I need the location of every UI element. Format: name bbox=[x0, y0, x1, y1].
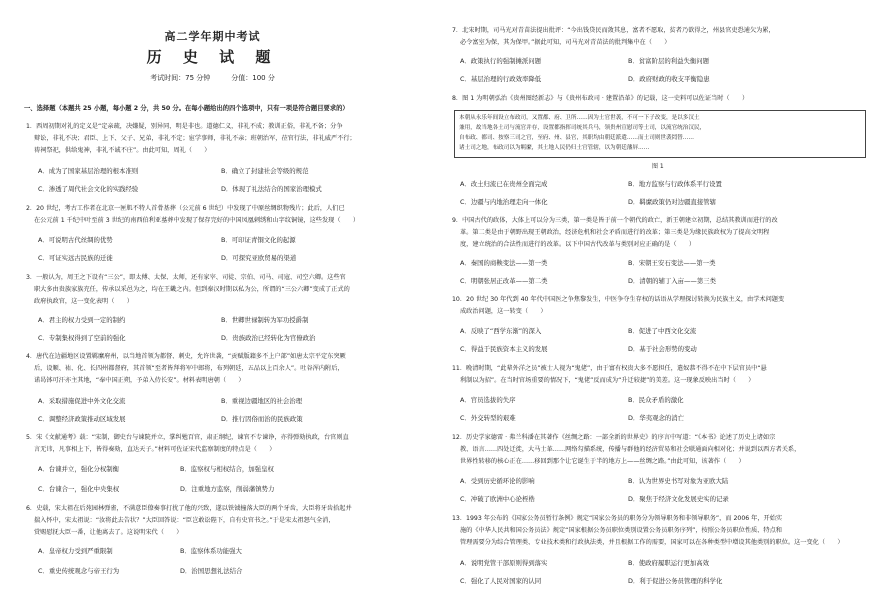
figure-line-4: 诸土司之地，布政司以为羁縻，其土地人民仍归土官管辖，以为朝廷藩屏…… bbox=[459, 145, 650, 151]
q10-option-b[interactable]: B．促进了中西文化交流 bbox=[628, 327, 697, 335]
q6-option-b[interactable]: B．监察体系功能强大 bbox=[180, 547, 242, 555]
q5-option-b[interactable]: B．监察权与相权结合，加强皇权 bbox=[180, 465, 274, 473]
q1-option-b[interactable]: B．确立了封建社会等级的规范 bbox=[221, 167, 309, 175]
q3-option-d[interactable]: D．贵族政治已经转化为官僚政治 bbox=[221, 334, 316, 342]
q7-option-d[interactable]: D．政府财政的收支平衡隐患 bbox=[628, 75, 710, 83]
q11-option-b[interactable]: B．民众矛盾的激化 bbox=[628, 396, 684, 404]
q2-option-b[interactable]: B．可印证青铜文化的起源 bbox=[221, 236, 296, 244]
question-10-line-1: 10．20 世纪 30 年代到 40 年代中国医之争焦黎发生，中医争夺生存权的话语从学理探讨转换为民族主义，由学术问题变 bbox=[452, 296, 785, 303]
q8-option-c[interactable]: C．边疆与内地治理走向一体化 bbox=[460, 198, 548, 206]
q10-option-a[interactable]: A．反映了“西学东渐”的深入 bbox=[460, 327, 542, 335]
q9-option-d[interactable]: D．清朝的辅丁入亩——第三类 bbox=[628, 277, 716, 285]
question-2-line-2: 在公元前 1 千纪中叶至前 3 世纪的南西伯利亚墓葬中发现了保存完好的中国凤凰刺绣和山字纹铜镜，这些发现（ ） bbox=[34, 217, 360, 224]
q6-option-c[interactable]: C．重史传统观念与帝王行为 bbox=[38, 567, 120, 575]
q12-option-b[interactable]: B．认为世界史书写对象为亚欧大陆 bbox=[628, 477, 729, 485]
figure-line-1: 本朝从永乐年间设立布政司，又置都、府、卫所……因为土官世袭，不可一下子改变，是以多汉土 bbox=[459, 115, 700, 121]
q12-option-d[interactable]: D．聚焦于经济文化发展史实的记录 bbox=[628, 495, 729, 503]
q5-option-d[interactable]: D．注重地方监察，削弱藩镇势力 bbox=[180, 485, 275, 493]
q11-option-c[interactable]: C．外交转型的艰难 bbox=[460, 414, 516, 422]
q11-option-a[interactable]: A．官员选拔的失序 bbox=[460, 396, 516, 404]
left-column bbox=[0, 0, 425, 616]
q4-option-b[interactable]: B．重视边疆地区的社会治理 bbox=[221, 397, 303, 405]
q9-option-a[interactable]: A．秦国的商鞅变法——第一类 bbox=[460, 259, 548, 267]
question-12-line-2: 教、语言……四处迁徙，大马士革……网络勾描系统，传播与群他的经济贸易和社会联通面向相对化；并说到以西方者关系， bbox=[460, 446, 801, 453]
question-4-line-1: 4．唐代在边疆地区设置羁縻府州，以当地首领为都督、刺史，允许世袭，“贡赋版籍多不上户部”如唐太宗平定东突厥 bbox=[26, 353, 346, 360]
question-9-line-3: 度，建立统治的合法性而进行的改革。以下中国古代改革与类别对应正确的是（ ） bbox=[460, 241, 696, 248]
question-11-line-2: 利制以为招”。在当时官场重要的情况下，“鬼佬”反而成为“升迁较捷”的美差。这一现象反映出当时（ ） bbox=[460, 377, 755, 384]
question-1-line-3: 祷祠祭祀，供给鬼神，非礼不诚不庄”。由此可知，周礼（ ） bbox=[34, 147, 211, 154]
question-12-line-3: 世界性转移的核心正在……移回到那个让它诞生于半的地方上——丝绸之路。”由此可知，该著作（ ） bbox=[460, 458, 745, 465]
question-3-line-3: 政府执政官，这一变化表明（ ） bbox=[34, 298, 133, 305]
question-7-line-2: 必令富室为保，其为保甲。”据此可知，司马光对青苗法的批判集中在（ ） bbox=[460, 39, 671, 46]
question-6-line-2: 揣入怀中，宋太祖说：“汝将此去告状？”大臣回答说：“臣岂敢讼陛下，自有史官书之。”于是宋太祖怒气全消， bbox=[34, 517, 335, 524]
q2-option-a[interactable]: A．可说明古代丝绸的优势 bbox=[38, 236, 113, 244]
right-column bbox=[440, 0, 865, 616]
q12-option-a[interactable]: A．受到历史循环论的影响 bbox=[460, 477, 535, 485]
figure-line-2: 兼用，故当地各土司与流官并存，设置都指挥司统其兵马，领贵州宣慰司等土司，以流官统治汉民， bbox=[459, 125, 706, 131]
question-9-line-1: 9．中国古代的政体，大体上可以分为三类，第一类是皆于前一个朝代的政亡，新王朝建立初期，总结其教训而进行的改 bbox=[452, 217, 778, 224]
q1-option-c[interactable]: C．渗透了周代社会文化的实践经验 bbox=[38, 185, 139, 193]
q1-option-d[interactable]: D．体现了礼法结合的国家治理模式 bbox=[221, 185, 322, 193]
figure-line-3: 自布政、都司、按察三司之官，至府、州、县官，其职均由朝廷派遣……而土司则世袭罔替…… bbox=[459, 135, 694, 141]
q8-option-d[interactable]: D．羁縻政策仍对边疆直接管辖 bbox=[628, 198, 716, 206]
question-6-line-1: 6．史载，宋太祖在后苑园林弹雀，不满意臣僚奏事打扰了他的兴致，遂以铁钺撞落大臣的两个牙齿，大臣将牙齿拾起并 bbox=[26, 505, 352, 512]
q5-option-c[interactable]: C．台谏合一，强化中央集权 bbox=[38, 485, 120, 493]
figure-1-box bbox=[454, 110, 866, 158]
exam-subject: 历 史 试 题 bbox=[146, 48, 279, 66]
question-11-line-1: 11．晚清时期，“此辈外洋之员”被士人视为“鬼佬”，由于富有权贵大多不愿担任，遣奴恭不得不在中下层官员中“悬 bbox=[452, 365, 767, 372]
question-5-line-2: 言无讳，凡事相上下，皆得奏劾，直达天子。”材料可佐证宋代监察制度的特点是（ ） bbox=[34, 446, 276, 453]
figure-1-caption: 图 1 bbox=[652, 163, 664, 170]
q4-option-d[interactable]: D．推行因俗而治的民族政策 bbox=[221, 415, 303, 423]
question-13-line-2: 施的《中华人民共和国公务员法》规定“国家根据公务员职位类别设置公务员职务序列”，按照公务员职位性质、特点和 bbox=[460, 527, 782, 534]
q6-option-d[interactable]: D．治国思想礼法结合 bbox=[180, 567, 243, 575]
q4-option-c[interactable]: C．调整经济政策推动区域发展 bbox=[38, 415, 126, 423]
q9-option-c[interactable]: C．明朝张居正改革——第二类 bbox=[460, 277, 548, 285]
question-7-line-1: 7．北宋时期，司马光对青苗法提出批评：“今出钱贷民而敛其息，富者不愿取，贫者乃欲得之，州县官吏恐逋欠为累， bbox=[452, 27, 775, 34]
question-1-line-1: 1．西周初期对礼的定义是“定亲疏，决嫌疑，别异同，明是非也。道德仁义，非礼不成；教训正俗，非礼不备；分争 bbox=[26, 123, 343, 130]
question-3-line-1: 3．一般认为，周王之下设有“三公”，即太傅、太保、太师，还有家宰、司徒、宗伯、司马、司寇、司空六卿。这些官 bbox=[26, 274, 346, 281]
q12-option-c[interactable]: C．冲破了欧洲中心论桎梏 bbox=[460, 495, 535, 503]
exam-title: 高二学年期中考试 bbox=[164, 30, 261, 43]
q4-option-a[interactable]: A．采取措施促进中外文化交流 bbox=[38, 397, 126, 405]
q7-option-b[interactable]: B．贫富阶层的利益失衡问题 bbox=[628, 57, 710, 65]
section-heading: 一、选择题（本题共 25 小题，每小题 2 分，共 50 分。在每小题给出的四个选项中，只有一项是符合题目要求的） bbox=[24, 105, 349, 112]
question-9-line-2: 革。第二类是由于朝野出现王朝政治，经济危机和社会矛盾而进行的改革；第三类是为缘民族政权为了提高文明程 bbox=[460, 229, 770, 236]
question-8-line-1: 8．图 1 为明朝弘治《贵州图经新志》与《贵州布政司 · 建置沿革》的记载，这一史料可以佐证当时（ ） bbox=[452, 95, 749, 102]
q7-option-a[interactable]: A．政策执行的强制摊派问题 bbox=[460, 57, 542, 65]
question-3-line-2: 职大多由贵族家族充任，传承以采邑为之，均在王畿之内。但到秦汉时期以私为公，所谓的“三公六卿”变成了正式的 bbox=[34, 286, 350, 293]
q7-option-c[interactable]: C．基层治理的行政效率降低 bbox=[460, 75, 542, 83]
question-5-line-1: 5．宋《文献通考》载：“宋制，御史台与谏院并立，掌纠勉百官，肃正纲纪，谏官不专谏诤，亦得弹劾执政，台官则直 bbox=[26, 434, 349, 441]
exam-meta: 考试时间：75 分钟 分值：100 分 bbox=[150, 74, 275, 82]
q13-option-a[interactable]: A．说明党管干部原则得到落实 bbox=[460, 559, 548, 567]
q3-option-b[interactable]: B．世卿世禄制转为军功授爵制 bbox=[221, 316, 309, 324]
question-12-line-1: 12．历史学家德雷 · 弗兰科潘在其著作《丝绸之路：一部全新的世界史》的序言中写道：“《本书》论述了历史上诸如宗 bbox=[452, 434, 776, 441]
question-2-line-1: 2．20 世纪，考古工作者在北京一匣肌不特人首骨基葬（公元前 6 世纪）中发现了中原丝绸织物残片；此后，人们已 bbox=[26, 205, 345, 212]
question-4-line-3: 诺曷钵可汗亦主其地，“奉中国正朔，予弟入侍长安”。材料表明唐朝（ ） bbox=[34, 377, 245, 384]
q10-option-c[interactable]: C．得益于民族资本主义的发展 bbox=[460, 345, 548, 353]
q13-option-c[interactable]: C．强化了人民对国家的认同 bbox=[460, 577, 542, 585]
q6-option-a[interactable]: A．皇帝权力受到严重限制 bbox=[38, 547, 113, 555]
question-1-line-2: 辩讼，非礼不决；君臣、上下、父子、兄弟，非礼不定；宦学事师，非礼不亲；班朝治军，莅官行法，非礼威严不行； bbox=[34, 135, 356, 142]
q3-option-c[interactable]: C．专制集权得到了空前的强化 bbox=[38, 334, 126, 342]
q1-option-a[interactable]: A．成为了国家基层治理的根本准则 bbox=[38, 167, 139, 175]
q11-option-d[interactable]: D．华夷观念的消亡 bbox=[628, 414, 685, 422]
q2-option-c[interactable]: C．可证实远古民族的迁徙 bbox=[38, 254, 113, 262]
q3-option-a[interactable]: A．君主的权力受到一定的制约 bbox=[38, 316, 126, 324]
q8-option-b[interactable]: B．地方监察与行政体系平行设置 bbox=[628, 180, 722, 188]
q5-option-a[interactable]: A．台谏并立，强化分权制衡 bbox=[38, 465, 120, 473]
q13-option-b[interactable]: B．使政府履职运行更加高效 bbox=[628, 559, 710, 567]
question-6-line-3: 赏赐慰抚大臣一番，让他离去了。这说明宋代（ ） bbox=[34, 529, 183, 536]
question-13-line-1: 13．1993 年公布的《国家公务员暂行条例》规定“国家公务员的职务分为领导职务和非领导职务”，而 2006 年，开始实 bbox=[452, 515, 783, 522]
question-10-line-2: 成政治问题，这一转变（ ） bbox=[460, 308, 547, 315]
q9-option-b[interactable]: B．宋朝王安石变法——第一类 bbox=[628, 259, 716, 267]
q10-option-d[interactable]: D．基于社会形势的变动 bbox=[628, 345, 697, 353]
q2-option-d[interactable]: D．可探究亚欧贸易的渠道 bbox=[221, 254, 297, 262]
q8-option-a[interactable]: A．改土归流已在贵州全面完成 bbox=[460, 180, 548, 188]
question-4-line-2: 后，设顺、祐、化、长四州都督府，其首领“至者皆拜将军中郎将，布列朝廷，五品以上百余人”。吐谷浑内附后， bbox=[34, 365, 344, 372]
q13-option-d[interactable]: D．利于促进公务员管理的科学化 bbox=[628, 577, 723, 585]
question-13-line-3: 管理需要分为综合管理类、专业技术类和行政执法类，并且根据工作的需要，国家可以在各种类型中增设其他类别的职位。这一变化（ ） bbox=[460, 539, 844, 546]
